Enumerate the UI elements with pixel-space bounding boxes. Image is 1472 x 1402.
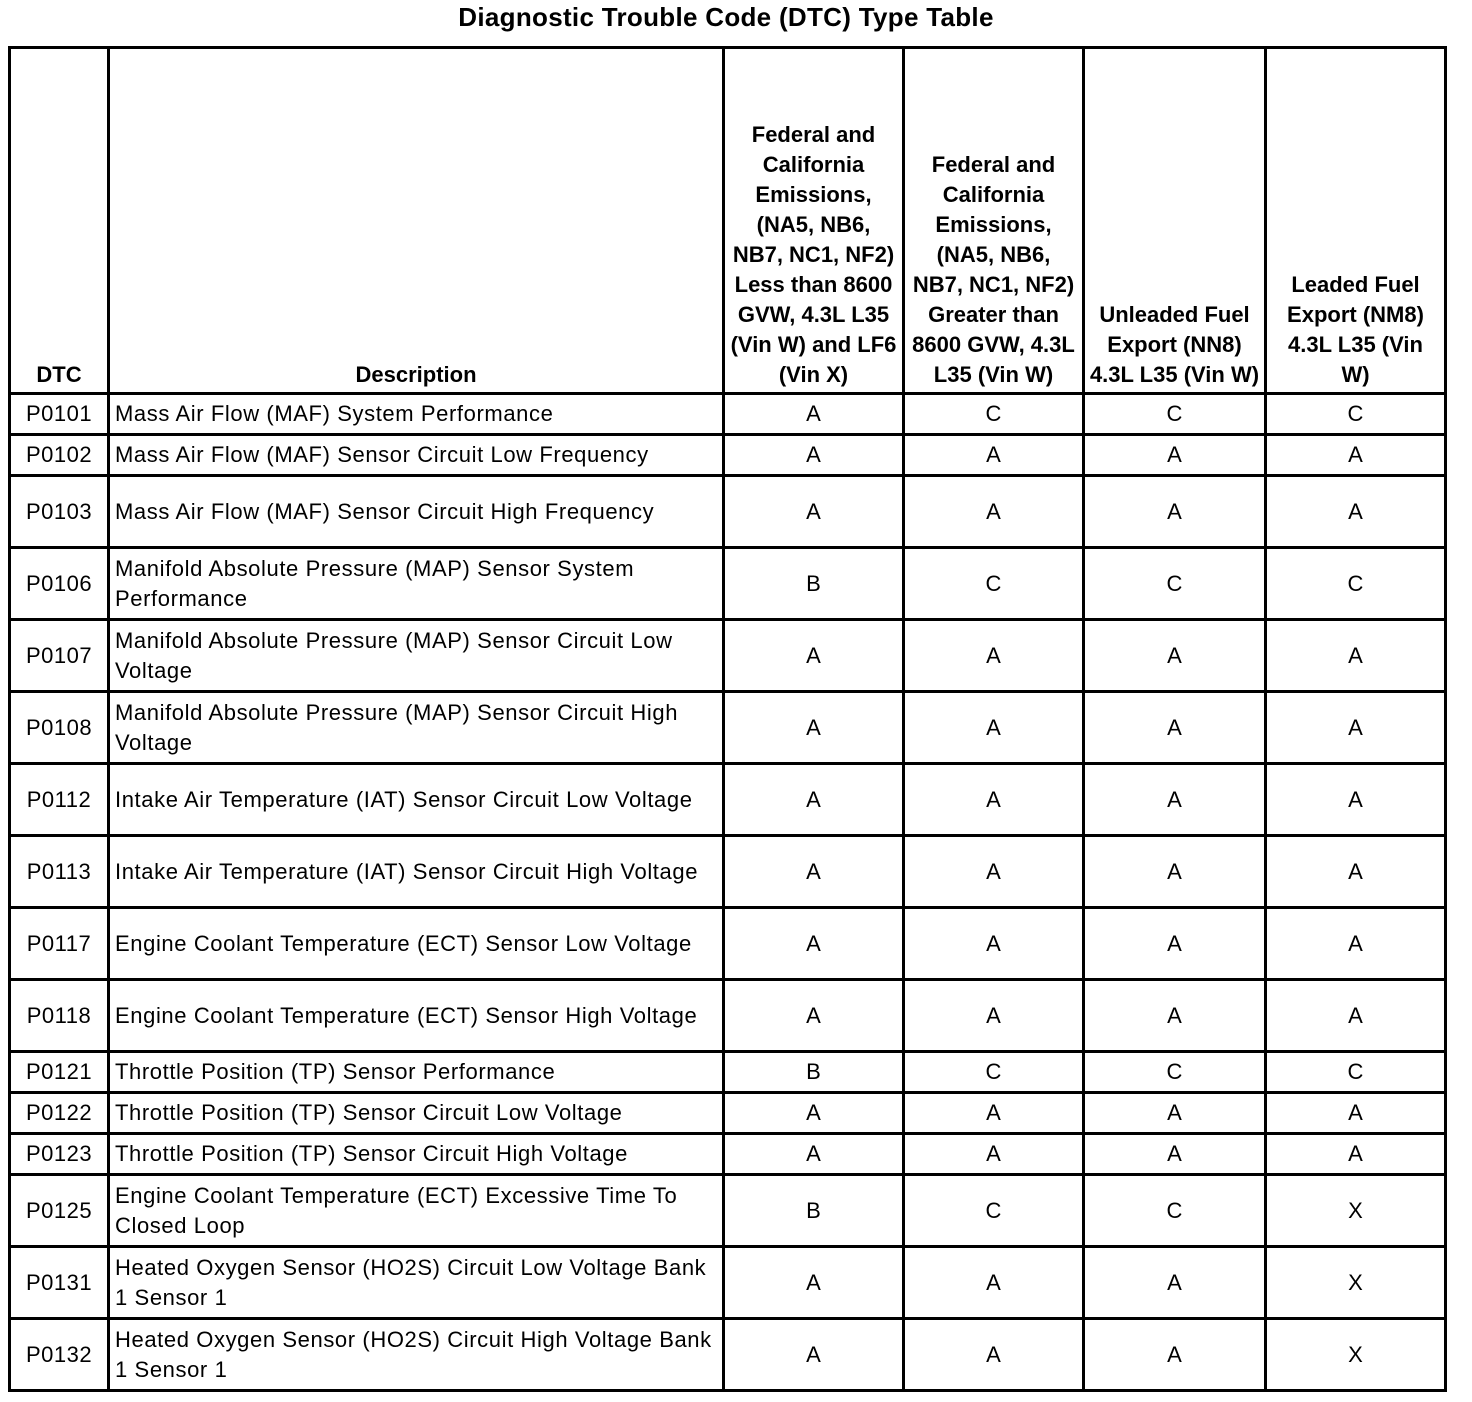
type-unleaded-export: A	[1084, 1134, 1266, 1175]
type-leaded-export: A	[1266, 908, 1446, 980]
type-federal-less: A	[724, 1319, 904, 1391]
dtc-code: P0122	[10, 1093, 109, 1134]
dtc-code: P0117	[10, 908, 109, 980]
type-unleaded-export: A	[1084, 692, 1266, 764]
dtc-description: Intake Air Temperature (IAT) Sensor Circuit Low Voltage	[109, 764, 724, 836]
type-federal-greater: A	[904, 476, 1084, 548]
dtc-description: Engine Coolant Temperature (ECT) Sensor High Voltage	[109, 980, 724, 1052]
type-unleaded-export: A	[1084, 908, 1266, 980]
table-header-row	[10, 48, 1446, 394]
dtc-description: Manifold Absolute Pressure (MAP) Sensor Circuit Low Voltage	[109, 620, 724, 692]
dtc-description: Heated Oxygen Sensor (HO2S) Circuit Low Voltage Bank 1 Sensor 1	[109, 1247, 724, 1319]
type-federal-less: A	[724, 764, 904, 836]
type-leaded-export: A	[1266, 692, 1446, 764]
type-leaded-export: A	[1266, 764, 1446, 836]
dtc-description: Engine Coolant Temperature (ECT) Sensor Low Voltage	[109, 908, 724, 980]
table-row	[10, 908, 1446, 980]
type-federal-greater: A	[904, 1134, 1084, 1175]
type-federal-less: B	[724, 1052, 904, 1093]
table-row	[10, 1052, 1446, 1093]
type-leaded-export: A	[1266, 836, 1446, 908]
type-leaded-export: A	[1266, 1134, 1446, 1175]
type-federal-less: A	[724, 394, 904, 435]
dtc-code: P0118	[10, 980, 109, 1052]
dtc-code: P0125	[10, 1175, 109, 1247]
table-row	[10, 692, 1446, 764]
dtc-description: Throttle Position (TP) Sensor Circuit Low Voltage	[109, 1093, 724, 1134]
type-unleaded-export: A	[1084, 620, 1266, 692]
type-leaded-export: X	[1266, 1175, 1446, 1247]
type-federal-greater: A	[904, 692, 1084, 764]
table-row	[10, 394, 1446, 435]
dtc-description: Mass Air Flow (MAF) Sensor Circuit Low Frequency	[109, 435, 724, 476]
type-leaded-export: A	[1266, 435, 1446, 476]
type-federal-greater: A	[904, 620, 1084, 692]
dtc-code: P0121	[10, 1052, 109, 1093]
dtc-code: P0106	[10, 548, 109, 620]
table-row	[10, 435, 1446, 476]
header-federal-california-greater-8600: Federal and California Emissions, (NA5, NB6, NB7, NC1, NF2) Greater than 8600 GVW, 4.3L L35 (Vin W)	[904, 48, 1084, 394]
table-row	[10, 1134, 1446, 1175]
type-federal-greater: C	[904, 1052, 1084, 1093]
table-row	[10, 620, 1446, 692]
type-federal-less: A	[724, 435, 904, 476]
dtc-description: Manifold Absolute Pressure (MAP) Sensor System Performance	[109, 548, 724, 620]
dtc-code: P0101	[10, 394, 109, 435]
table-row	[10, 1247, 1446, 1319]
type-federal-less: A	[724, 836, 904, 908]
type-leaded-export: X	[1266, 1319, 1446, 1391]
dtc-code: P0132	[10, 1319, 109, 1391]
type-federal-greater: C	[904, 1175, 1084, 1247]
type-federal-less: B	[724, 1175, 904, 1247]
table-row	[10, 836, 1446, 908]
page-title: Diagnostic Trouble Code (DTC) Type Table	[458, 2, 994, 32]
type-federal-less: A	[724, 1093, 904, 1134]
type-unleaded-export: C	[1084, 548, 1266, 620]
type-federal-less: A	[724, 692, 904, 764]
dtc-code: P0108	[10, 692, 109, 764]
type-federal-greater: A	[904, 435, 1084, 476]
header-leaded-fuel-export: Leaded Fuel Export (NM8) 4.3L L35 (Vin W)	[1266, 48, 1446, 394]
type-unleaded-export: A	[1084, 1093, 1266, 1134]
type-federal-greater: A	[904, 1093, 1084, 1134]
type-leaded-export: C	[1266, 1052, 1446, 1093]
table-row	[10, 476, 1446, 548]
header-federal-california-less-8600: Federal and California Emissions, (NA5, NB6, NB7, NC1, NF2) Less than 8600 GVW, 4.3L L35 (Vin W) and LF6 (Vin X)	[724, 48, 904, 394]
type-federal-less: A	[724, 476, 904, 548]
dtc-code: P0123	[10, 1134, 109, 1175]
table-row	[10, 764, 1446, 836]
header-dtc: DTC	[10, 48, 109, 394]
type-federal-greater: A	[904, 908, 1084, 980]
type-unleaded-export: A	[1084, 476, 1266, 548]
type-unleaded-export: C	[1084, 394, 1266, 435]
type-unleaded-export: A	[1084, 1319, 1266, 1391]
table-row	[10, 1319, 1446, 1391]
dtc-description: Throttle Position (TP) Sensor Performance	[109, 1052, 724, 1093]
dtc-code: P0131	[10, 1247, 109, 1319]
type-leaded-export: A	[1266, 980, 1446, 1052]
type-federal-greater: A	[904, 1319, 1084, 1391]
dtc-description: Mass Air Flow (MAF) Sensor Circuit High Frequency	[109, 476, 724, 548]
type-federal-less: A	[724, 1134, 904, 1175]
dtc-code: P0113	[10, 836, 109, 908]
type-federal-greater: A	[904, 1247, 1084, 1319]
type-leaded-export: A	[1266, 620, 1446, 692]
table-row	[10, 1093, 1446, 1134]
type-unleaded-export: A	[1084, 764, 1266, 836]
dtc-description: Heated Oxygen Sensor (HO2S) Circuit High Voltage Bank 1 Sensor 1	[109, 1319, 724, 1391]
dtc-code: P0112	[10, 764, 109, 836]
type-federal-less: A	[724, 1247, 904, 1319]
type-unleaded-export: A	[1084, 836, 1266, 908]
table-row	[10, 548, 1446, 620]
dtc-code: P0102	[10, 435, 109, 476]
type-leaded-export: A	[1266, 476, 1446, 548]
header-description: Description	[109, 48, 724, 394]
type-unleaded-export: C	[1084, 1175, 1266, 1247]
type-leaded-export: C	[1266, 394, 1446, 435]
dtc-type-table	[8, 46, 1447, 1392]
type-federal-greater: A	[904, 764, 1084, 836]
dtc-description: Manifold Absolute Pressure (MAP) Sensor Circuit High Voltage	[109, 692, 724, 764]
type-unleaded-export: C	[1084, 1052, 1266, 1093]
header-unleaded-fuel-export: Unleaded Fuel Export (NN8) 4.3L L35 (Vin W)	[1084, 48, 1266, 394]
type-leaded-export: A	[1266, 1093, 1446, 1134]
dtc-description: Throttle Position (TP) Sensor Circuit High Voltage	[109, 1134, 724, 1175]
type-federal-less: A	[724, 620, 904, 692]
type-leaded-export: X	[1266, 1247, 1446, 1319]
type-federal-greater: A	[904, 980, 1084, 1052]
dtc-code: P0103	[10, 476, 109, 548]
type-unleaded-export: A	[1084, 1247, 1266, 1319]
type-federal-less: A	[724, 908, 904, 980]
type-federal-greater: A	[904, 836, 1084, 908]
type-federal-greater: C	[904, 548, 1084, 620]
type-federal-less: A	[724, 980, 904, 1052]
type-federal-greater: C	[904, 394, 1084, 435]
dtc-description: Engine Coolant Temperature (ECT) Excessive Time To Closed Loop	[109, 1175, 724, 1247]
type-leaded-export: C	[1266, 548, 1446, 620]
dtc-code: P0107	[10, 620, 109, 692]
table-row	[10, 1175, 1446, 1247]
dtc-description: Intake Air Temperature (IAT) Sensor Circuit High Voltage	[109, 836, 724, 908]
type-federal-less: B	[724, 548, 904, 620]
dtc-description: Mass Air Flow (MAF) System Performance	[109, 394, 724, 435]
type-unleaded-export: A	[1084, 435, 1266, 476]
table-row	[10, 980, 1446, 1052]
type-unleaded-export: A	[1084, 980, 1266, 1052]
